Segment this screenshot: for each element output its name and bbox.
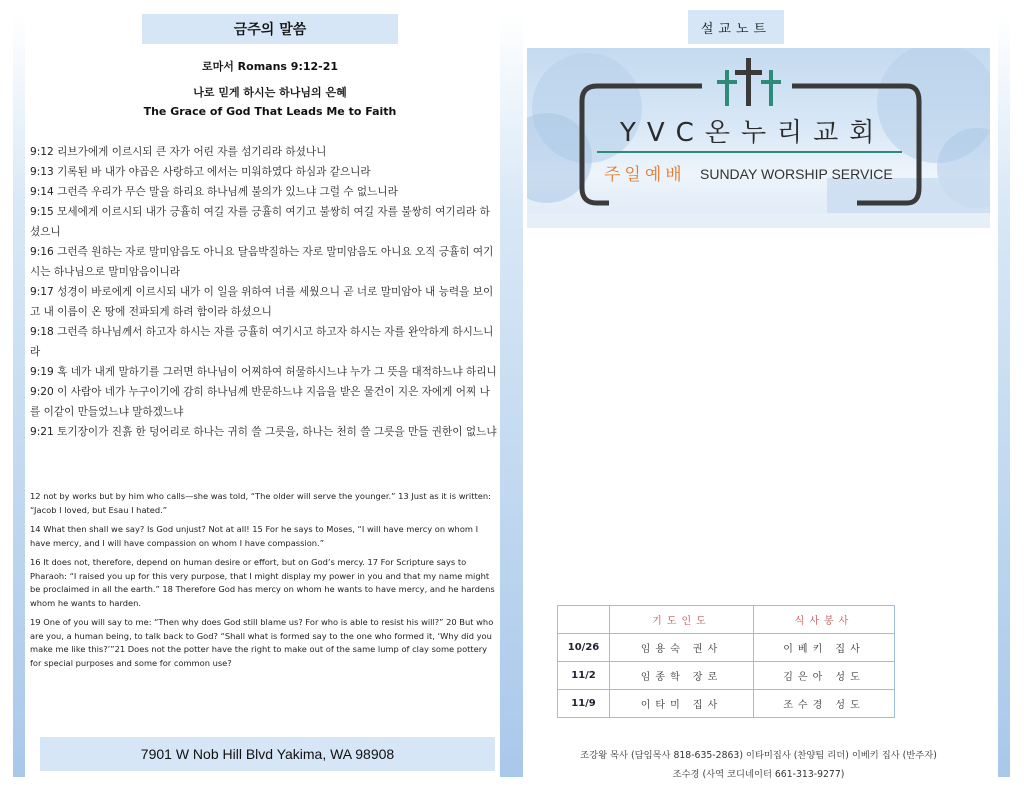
cross-icon [735, 58, 762, 106]
prayer-leader: 임종학 장로 [610, 662, 754, 690]
cross-icon [761, 70, 781, 106]
verse-ko: 9:14 그런즉 우리가 무슨 말을 하리요 하나님께 불의가 있느냐 그럴 수 없느니라 [30, 186, 398, 198]
verse-ko: 9:20 이 사람아 네가 누구이기에 감히 하나님께 반문하느냐 지음을 받은 물건이 지은 자에게 어찌 나를 이같이 만들었느냐 말하겠느냐 [30, 386, 490, 418]
left-page-edge-gradient [13, 14, 25, 777]
verse-en-paragraph: 12 not by works but by him who calls—she was told, “The older will serve the younger.” 13 Just as it is written: “Jacob I loved, but Esau I hated.” [30, 491, 491, 515]
right-page-edge-gradient [998, 14, 1010, 777]
verse-en-paragraph: 14 What then shall we say? Is God unjust? Not at all! 15 For he says to Moses, “I will have mercy on whom I have mercy, and I will have compassion on whom I have compassion.” [30, 524, 479, 548]
verse-ko: 9:19 혹 네가 내게 말하기를 그러면 하나님이 어찌하여 허물하시느냐 누가 그 뜻을 대적하느냐 하리니 [30, 366, 497, 378]
verse-ko: 9:15 모세에게 이르시되 내가 긍휼히 여길 자를 긍휼히 여기고 불쌍히 여길 자를 불쌍히 여기리라 하셨으니 [30, 206, 490, 238]
weekly-word-title: 금주의 말씀 [142, 14, 398, 44]
verse-en-paragraph: 19 One of you will say to me: “Then why does God still blame us? For who is able to resist his will?” 20 But who are you, a human being, to talk back to God? “Shall what is formed say to the one who formed it, ‘Why did you make me like this?’”21 Does not the potter have the right to make out of the same lump of clay some pottery for special purposes and some for common use? [30, 617, 494, 668]
meal-server: 김은아 성도 [754, 662, 895, 690]
table-row [558, 634, 895, 662]
schedule-date: 10/26 [558, 634, 610, 662]
verse-ko: 9:13 기록된 바 내가 야곱은 사랑하고 에서는 미워하였다 하심과 같으니라 [30, 166, 371, 178]
title-underline [597, 151, 902, 153]
sermon-title-en: The Grace of God That Leads Me to Faith [143, 105, 397, 118]
verse-ko: 9:21 토기장이가 진흙 한 덩어리로 하나는 귀히 쓸 그릇을, 하나는 천히 쓸 그릇을 만들 권한이 없느냐 [30, 426, 497, 438]
korean-verses [30, 142, 497, 442]
service-name-en: SUNDAY WORSHIP SERVICE [700, 166, 893, 182]
english-verses [30, 490, 497, 676]
verse-ko: 9:12 리브가에게 이르시되 큰 자가 어린 자를 섬기리라 하셨나니 [30, 146, 327, 158]
table-header-cell: 기도인도 [610, 606, 754, 634]
service-schedule-table [557, 605, 895, 718]
verse-ko: 9:16 그런즉 원하는 자로 말미암음도 아니요 달음박질하는 자로 말미암음도 아니요 오직 긍휼히 여기시는 하나님으로 말미암음이니라 [30, 246, 494, 278]
right-page-inner-edge-gradient [511, 14, 523, 777]
table-header-row [558, 606, 895, 634]
scripture-reference: 로마서 Romans 9:12-21 [201, 60, 339, 73]
prayer-leader: 이타미 집사 [610, 690, 754, 718]
sermon-title-ko: 나로 믿게 하시는 하나님의 은혜 [193, 86, 347, 99]
service-name-ko: 주일예배 [604, 165, 686, 185]
sermon-notes-title: 설교노트 [688, 10, 784, 44]
table-header-cell: 식사봉사 [754, 606, 895, 634]
meal-server: 조수경 성도 [754, 690, 895, 718]
prayer-leader: 임용숙 권사 [610, 634, 754, 662]
verse-ko: 9:18 그런즉 하나님께서 하고자 하시는 자를 긍휼히 여기시고 하고자 하시는 자를 완악하게 하시느니라 [30, 326, 494, 358]
building-shape [827, 178, 990, 218]
church-name: YVC온누리교회 [620, 118, 886, 148]
table-row [558, 662, 895, 690]
verse-en-paragraph: 16 It does not, therefore, depend on human desire or effort, but on God’s mercy. 17 For Scripture says to Pharaoh: “I raised you up for this very purpose, that I might display my power in you and that my name might be proclaimed in all the earth.” 18 Therefore God has mercy on whom he wants to have mercy, and he hardens whom he wants to harden. [30, 557, 495, 608]
schedule-date: 11/2 [558, 662, 610, 690]
table-row [558, 690, 895, 718]
church-address: 7901 W Nob Hill Blvd Yakima, WA 98908 [40, 737, 495, 771]
cross-icon [717, 70, 737, 106]
meal-server: 이베키 집사 [754, 634, 895, 662]
schedule-date: 11/9 [558, 690, 610, 718]
coordinator-contact: 조수경 (사역 코디네이터 661-313-9277) [672, 769, 845, 780]
table-header-cell [558, 606, 610, 634]
staff-contacts: 조강왕 목사 (담임목사 818-635-2863) 이타미집사 (찬양팀 리더) 이베키 집사 (반주자) [580, 750, 937, 761]
verse-ko: 9:17 성경이 바로에게 이르시되 내가 이 일을 위하여 너를 세웠으니 곧 너로 말미암아 내 능력을 보이고 내 이름이 온 땅에 전파되게 하려 함이라 하셨으니 [30, 286, 494, 318]
ground-shape [527, 213, 990, 228]
